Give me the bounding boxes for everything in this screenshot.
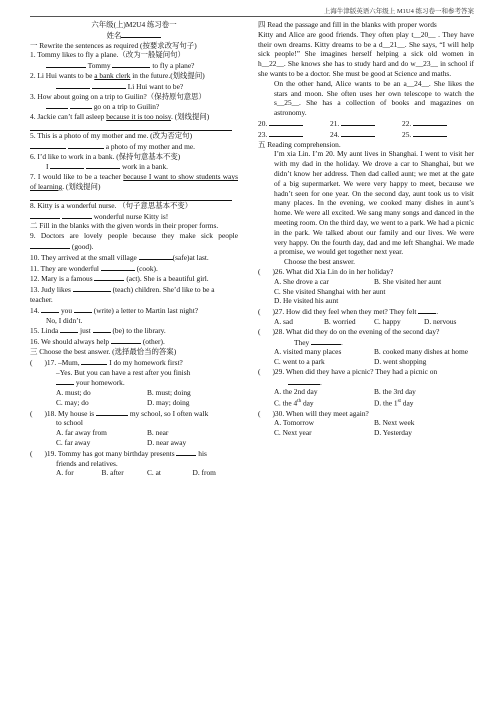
left-column <box>30 20 238 478</box>
section-1-title: 一 Rewrite the sentences as required (按要求改写句子) <box>30 40 197 50</box>
option-d[interactable]: D. near away <box>147 438 187 448</box>
answer-blank[interactable] <box>139 252 173 260</box>
option-b[interactable]: B. after <box>101 468 124 478</box>
answer-blank[interactable] <box>341 118 375 126</box>
answer-blank[interactable] <box>50 161 84 169</box>
option-b[interactable]: B. near <box>147 428 169 438</box>
option-d[interactable]: D. may; doing <box>147 397 190 407</box>
answer-blank[interactable] <box>62 211 92 219</box>
answer-6: I work in a bank. <box>46 162 169 172</box>
answer-blank[interactable] <box>74 305 92 313</box>
question-6: 6. I’d like to work in a bank. (保持句意基本不变) <box>30 151 181 161</box>
answer-blank[interactable] <box>73 284 111 292</box>
question-4: 4. Jackie can’t fall asleep because it is too noisy. (划线提问) <box>30 112 210 122</box>
option-b[interactable]: B. worried <box>324 316 356 326</box>
question-19-line2: friends and relatives. <box>56 458 118 468</box>
answer-blank[interactable] <box>418 306 436 314</box>
question-9: 9. Doctors are lovely people because they make sick people (good). <box>30 231 238 251</box>
question-28-options-2 <box>258 357 474 367</box>
answer-blank[interactable] <box>96 408 128 416</box>
answer-blank[interactable] <box>176 448 196 456</box>
question-30: ( )30. When will they meet again? <box>258 408 369 418</box>
answer-4-line[interactable] <box>30 122 232 131</box>
question-26-options-1 <box>258 277 474 287</box>
option-b[interactable]: B. Next week <box>374 418 415 428</box>
question-30-options-2 <box>258 428 474 438</box>
option-c[interactable]: C. at <box>147 468 161 478</box>
question-2: 2. Li Hui wants to be a bank clerk in the future.(划线提问) <box>30 70 205 80</box>
answer-blank[interactable] <box>81 357 107 365</box>
question-26: ( )26. What did Xia Lin do in her holiday? <box>258 266 394 276</box>
answer-blank[interactable] <box>30 211 60 219</box>
question-29-options-1 <box>258 387 474 397</box>
name-blank[interactable] <box>121 30 161 38</box>
question-28-line2: They . <box>294 337 343 347</box>
answer-5: a photo of my mother and me. <box>30 141 238 152</box>
answer-blank[interactable] <box>111 336 141 344</box>
answer-blank[interactable] <box>30 141 66 149</box>
question-14: 14. you (write) a letter to Martin last night? <box>30 305 199 315</box>
option-a[interactable]: A. for <box>56 468 74 478</box>
answer-blank[interactable] <box>311 337 341 345</box>
answer-8: wonderful nurse Kitty is! <box>30 211 238 222</box>
answer-blank[interactable] <box>101 263 135 271</box>
option-d[interactable]: D. nervous <box>424 316 457 326</box>
question-29: ( )29. When did they have a picnic? They had a picnic on <box>258 366 438 376</box>
reading-passage: I’m xia Lin. I’m 20. My aunt lives in Shanghai. I went to visit her with my dad in the holiday. We drove a car to Shanghai, but we didn’t know her address. Then dad called aunt; we met at the gate of a big supermarket. We were very happy to meet, because we hadn’t seen for one year. On the second day, aunt took us to visit many places. In the evening, we cooked many dishes in aunt’s home. We were all excited. We sang many songs and danced in the meeting room. On the third day, we went to a park. We had a picnic in the park. We talked about our family and our lives. We were very happy. On the fourth day, dad and me left Shanghai. We made a promise, we would get together next year. <box>274 149 474 257</box>
answer-blank[interactable] <box>112 60 150 68</box>
header-divider <box>30 16 470 17</box>
option-c[interactable]: C. may; do <box>56 397 89 407</box>
question-11: 11. They are wonderful (cook). <box>30 263 158 273</box>
cloze-answers-row-1: 20. 21. 22. <box>258 118 474 129</box>
question-27-options <box>258 317 474 327</box>
answer-3: go on a trip to Guilin? <box>30 101 238 112</box>
question-10: 10. They arrived at the small village (safe)at last. <box>30 252 209 262</box>
answer-blank[interactable] <box>30 241 70 249</box>
answer-blank[interactable] <box>41 305 59 313</box>
answer-blank[interactable] <box>70 101 92 109</box>
question-14-reply: No, I didn’t. <box>46 315 83 325</box>
question-7: 7. I would like to be a teacher because I want to show students ways of learning. (划线提问) <box>30 172 238 191</box>
answer-blank[interactable] <box>341 129 375 137</box>
option-b[interactable]: B. She visited her aunt <box>374 276 442 286</box>
option-c[interactable]: C. happy <box>374 316 401 326</box>
option-d[interactable]: D. the 1st day <box>374 398 414 408</box>
option-a[interactable]: A. the 2nd day <box>274 387 318 397</box>
answer-blank[interactable] <box>68 141 104 149</box>
cloze-paragraph-1: Kitty and Alice are good friends. They often play t__20__ . They have their own dreams. Kitty dreams to be a d__21__. She says, “I will help sick people!” She imagines herself helping a sick old women in h__22__. She knows she has to study hard and do w__23__ in school if she wants to be a doctor. She must be good at Science and maths. <box>258 29 474 78</box>
answer-blank[interactable] <box>56 377 74 385</box>
question-28-options-1 <box>258 347 474 357</box>
option-b[interactable]: B. the 3rd day <box>374 387 416 397</box>
option-a[interactable]: A. far away from <box>56 428 107 438</box>
section-3-title: 三 Choose the best answer. (选择最恰当的答案) <box>30 346 177 356</box>
answer-blank[interactable] <box>413 118 447 126</box>
option-d[interactable]: D. Yesterday <box>374 428 412 438</box>
choose-instruction: Choose the best answer. <box>284 257 356 267</box>
answer-blank[interactable] <box>46 101 68 109</box>
question-17-options-2 <box>30 398 238 408</box>
answer-blank[interactable] <box>413 129 447 137</box>
section-4-title: 四 Read the passage and fill in the blanks with proper words <box>258 20 437 29</box>
question-17-line3: your homework. <box>30 377 238 388</box>
answer-7-line[interactable] <box>30 192 232 201</box>
question-29-options-2 <box>258 397 474 408</box>
question-12: 12. Mary is a famous (act). She is a beautiful girl. <box>30 274 209 284</box>
question-5: 5. This is a photo of my mother and me. (改为否定句) <box>30 130 193 140</box>
worksheet-title: 六年级(上)M2U4 练习卷一 <box>91 20 177 29</box>
answer-blank[interactable] <box>56 81 90 89</box>
cloze-paragraph-2: On the other hand, Alice wants to be an a__24__. She likes the stars and moon. She often uses her own telescope to watch the s__25__. She has a collection of books and magazines on astronomy. <box>274 78 474 118</box>
page-header: 上海牛津版英语六年级上 M1U4 练习卷一和参考答案 <box>323 8 474 15</box>
question-13: 13. Judy likes (teach) children. She’d like to be a teacher. <box>30 285 215 304</box>
question-27: ( )27. How did they feel when they met? They felt . <box>258 307 439 317</box>
name-row: 姓名 <box>30 30 238 41</box>
question-19-options <box>30 468 238 478</box>
question-18-options-1 <box>30 428 238 438</box>
option-a[interactable]: A. must; do <box>56 388 91 398</box>
question-17-options-1 <box>30 388 238 398</box>
option-c[interactable]: C. the 4th day <box>274 398 314 408</box>
answer-blank[interactable] <box>93 325 111 333</box>
question-26-option-c[interactable]: C. She visited Shanghai with her aunt <box>274 286 386 296</box>
option-a[interactable]: A. She drove a car <box>274 276 329 286</box>
section-2-title: 二 Fill in the blanks with the given words in their proper forms. <box>30 221 219 231</box>
question-1: 1. Tommy likes to fly a plane.（改为一般疑问句） <box>30 50 185 60</box>
question-8: 8. Kitty is a wonderful nurse. （句子意思基本不变） <box>30 200 193 210</box>
right-column <box>258 20 474 438</box>
question-18-options-2 <box>30 438 238 448</box>
question-28: ( )28. What did they do on the evening of the second day? <box>258 326 440 336</box>
answer-blank[interactable] <box>60 325 78 333</box>
question-18-line2: to school <box>56 418 83 428</box>
answer-blank[interactable] <box>269 129 303 137</box>
answer-blank[interactable] <box>46 60 86 68</box>
option-d[interactable]: D. from <box>192 468 216 478</box>
answer-blank[interactable] <box>288 377 320 385</box>
question-16: 16. We should always help (other). <box>30 337 165 347</box>
question-19: ( )19. Tommy has got many birthday presents his <box>30 448 207 458</box>
option-c[interactable]: C. went to a park <box>274 357 325 367</box>
question-26-option-d[interactable]: D. He visited his aunt <box>274 296 339 306</box>
option-a[interactable]: A. Tomorrow <box>274 418 314 428</box>
cloze-answers-row-2: 23. 24. 25. <box>258 129 474 140</box>
answer-blank[interactable] <box>92 81 126 89</box>
option-b[interactable]: B. cooked many dishes at home <box>374 347 469 357</box>
option-d[interactable]: D. went shopping <box>374 357 427 367</box>
question-17: ( )17. –Mum, I do my homework first? <box>30 357 183 367</box>
question-29-line2: . <box>258 377 474 388</box>
question-30-options-1 <box>258 418 474 428</box>
question-15: 15. Linda just (be) to the library. <box>30 326 166 336</box>
question-18: ( )18. My house is my school, so I often walk <box>30 408 209 418</box>
answer-1: Tommy to fly a plane? <box>30 60 238 71</box>
answer-2: Li Hui want to be? <box>30 81 238 92</box>
section-5-title: 五 Reading comprehension. <box>258 139 341 149</box>
option-b[interactable]: B. must; doing <box>147 388 191 398</box>
option-a[interactable]: A. visited many places <box>274 347 342 357</box>
option-a[interactable]: A. sad <box>274 316 293 326</box>
option-c[interactable]: C. far away <box>56 438 91 448</box>
question-17-line2: –Yes. But you can have a rest after you finish <box>56 367 191 377</box>
answer-blank[interactable] <box>94 273 124 281</box>
answer-blank[interactable] <box>86 161 120 169</box>
question-3: 3. How about going on a trip to Guilin?（保持原句意思） <box>30 91 206 101</box>
answer-blank[interactable] <box>269 118 303 126</box>
option-c[interactable]: C. Next year <box>274 428 312 438</box>
